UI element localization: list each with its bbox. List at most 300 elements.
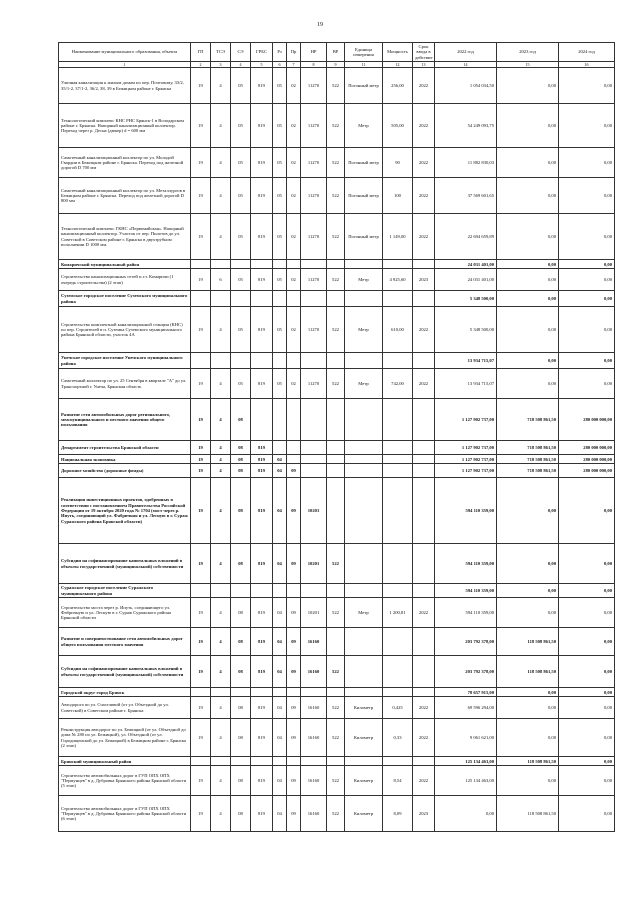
unit-cell: Километр [345,697,383,719]
term-cell [413,399,435,441]
y2024-cell: 0,00 [559,757,615,766]
rz-cell [273,688,287,697]
table-row [59,598,615,628]
grbs-cell: 819 [251,697,273,719]
object-name-cell: Самотечный канализационный коллектор по ул. Молодой Гвардии в Бежицком районе г. Брянска. Переход под железной дорогой D 700 мм [59,148,191,178]
grbs-cell: 819 [251,269,273,291]
se-cell [231,260,251,269]
grbs-cell [251,291,273,307]
y2022-cell: 78 657 915,00 [435,688,497,697]
pr-cell [287,441,301,455]
y2024-cell: 280 000 000,00 [559,455,615,464]
unit-cell [345,353,383,369]
rz-cell: 04 [273,455,287,464]
table-body [59,68,615,832]
vr-cell: 522 [327,369,345,399]
nr-cell: 16160 [301,719,327,757]
column-number: 12 [383,62,413,68]
y2022-cell: 203 792 378,00 [435,656,497,688]
gp-cell: 19 [191,441,211,455]
se-cell [231,757,251,766]
term-cell [413,353,435,369]
power-cell: 1 149,00 [383,214,413,260]
y2024-cell: 0,00 [559,291,615,307]
pr-cell [287,757,301,766]
column-header: СЭ [231,43,251,62]
se-cell: 08 [231,544,251,584]
y2024-cell: 0,00 [559,544,615,584]
y2022-cell: 54 249 093,75 [435,104,497,148]
y2022-cell: 22 694 659,89 [435,214,497,260]
pr-cell: 09 [287,628,301,656]
pr-cell: 09 [287,478,301,544]
pr-cell [287,353,301,369]
rz-cell [273,441,287,455]
gp-cell: 19 [191,796,211,832]
nr-cell [301,291,327,307]
se-cell: 08 [231,766,251,796]
y2024-cell: 0,00 [559,584,615,598]
y2023-cell: 0,00 [497,260,559,269]
grbs-cell: 819 [251,455,273,464]
table-row [59,104,615,148]
table-row [59,353,615,369]
vr-cell: 522 [327,307,345,353]
unit-cell [345,441,383,455]
y2024-cell: 0,00 [559,148,615,178]
y2023-cell: 718 508 861,50 [497,399,559,441]
unit-cell: Погонный метр [345,178,383,214]
y2024-cell: 0,00 [559,628,615,656]
term-cell: 2022 [413,697,435,719]
column-header: ГРБС [251,43,273,62]
tse-cell: 4 [211,478,231,544]
vr-cell: 522 [327,148,345,178]
y2023-cell: 718 508 861,50 [497,441,559,455]
term-cell: 2022 [413,598,435,628]
power-cell: 90 [383,148,413,178]
header-row [59,43,615,62]
column-number: 14 [435,62,497,68]
gp-cell [191,291,211,307]
rz-cell [273,584,287,598]
rz-cell: 04 [273,697,287,719]
power-cell [383,544,413,584]
tse-cell [211,584,231,598]
nr-cell: 10201 [301,598,327,628]
tse-cell: 6 [211,269,231,291]
gp-cell: 19 [191,369,211,399]
object-name-cell: Национальная экономика [59,455,191,464]
rz-cell [273,291,287,307]
pr-cell: 09 [287,719,301,757]
tse-cell: 4 [211,178,231,214]
term-cell [413,584,435,598]
rz-cell: 05 [273,214,287,260]
power-cell: 100 [383,178,413,214]
se-cell: 05 [231,148,251,178]
y2022-cell: 1 054 034,50 [435,68,497,104]
unit-cell: Метр [345,598,383,628]
nr-cell [301,399,327,441]
pr-cell: 02 [287,214,301,260]
pr-cell: 09 [287,656,301,688]
nr-cell: 11270 [301,369,327,399]
gp-cell [191,757,211,766]
term-cell [413,628,435,656]
power-cell: 0,33 [383,719,413,757]
se-cell: 08 [231,796,251,832]
table-row [59,441,615,455]
se-cell: 05 [231,178,251,214]
gp-cell: 19 [191,148,211,178]
table-row [59,399,615,441]
se-cell [231,584,251,598]
unit-cell [345,628,383,656]
tse-cell [211,291,231,307]
unit-cell [345,478,383,544]
nr-cell: 16160 [301,766,327,796]
vr-cell: 522 [327,178,345,214]
rz-cell: 04 [273,656,287,688]
column-header: ГП [191,43,211,62]
nr-cell [301,757,327,766]
y2024-cell: 0,00 [559,697,615,719]
y2022-cell: 37 569 601,65 [435,178,497,214]
se-cell: 05 [231,307,251,353]
vr-cell [327,478,345,544]
grbs-cell: 819 [251,656,273,688]
grbs-cell: 819 [251,68,273,104]
nr-cell: 16160 [301,656,327,688]
pr-cell [287,688,301,697]
tse-cell: 4 [211,628,231,656]
unit-cell [345,544,383,584]
y2024-cell: 280 000 000,00 [559,399,615,441]
gp-cell: 19 [191,719,211,757]
power-cell [383,478,413,544]
tse-cell: 4 [211,544,231,584]
tse-cell [211,260,231,269]
y2023-cell: 0,00 [497,766,559,796]
pr-cell: 09 [287,796,301,832]
gp-cell [191,584,211,598]
rz-cell: 04 [273,719,287,757]
y2024-cell: 280 000 000,00 [559,464,615,478]
term-cell: 2022 [413,68,435,104]
term-cell [413,656,435,688]
rz-cell: 05 [273,369,287,399]
vr-cell [327,688,345,697]
y2022-cell: 1 127 902 737,00 [435,399,497,441]
object-name-cell: Городской округ город Брянск [59,688,191,697]
term-cell: 2022 [413,178,435,214]
y2023-cell: 118 508 861,50 [497,796,559,832]
term-cell: 2022 [413,214,435,260]
grbs-cell: 819 [251,719,273,757]
grbs-cell: 819 [251,178,273,214]
unit-cell [345,656,383,688]
gp-cell: 19 [191,697,211,719]
gp-cell [191,688,211,697]
nr-cell [301,441,327,455]
nr-cell: 11270 [301,214,327,260]
y2023-cell: 718 508 861,50 [497,455,559,464]
column-number: 13 [413,62,435,68]
column-number: 6 [273,62,287,68]
grbs-cell: 819 [251,441,273,455]
y2023-cell: 0,00 [497,178,559,214]
se-cell: 08 [231,656,251,688]
se-cell [231,291,251,307]
rz-cell: 05 [273,148,287,178]
y2024-cell: 0,00 [559,269,615,291]
y2022-cell: 203 792 378,00 [435,628,497,656]
term-cell [413,544,435,584]
y2023-cell: 0,00 [497,353,559,369]
unit-cell [345,291,383,307]
y2024-cell: 0,00 [559,796,615,832]
pr-cell: 09 [287,766,301,796]
y2022-cell: 5 348 500,00 [435,307,497,353]
gp-cell [191,353,211,369]
y2024-cell: 0,00 [559,214,615,260]
term-cell [413,464,435,478]
y2023-cell: 0,00 [497,269,559,291]
vr-cell: 522 [327,598,345,628]
column-number: 7 [287,62,301,68]
y2023-cell: 0,00 [497,584,559,598]
y2022-cell: 594 110 359,00 [435,478,497,544]
power-cell [383,260,413,269]
y2022-cell: 1 127 902 737,00 [435,441,497,455]
power-cell: 0,425 [383,697,413,719]
unit-cell [345,260,383,269]
vr-cell: 522 [327,719,345,757]
object-name-cell: Субсидии на софинансирование капитальных вложений в объекты государственной (муниципальной) собственности [59,544,191,584]
power-cell [383,291,413,307]
table-row [59,307,615,353]
se-cell: 08 [231,697,251,719]
nr-cell [301,353,327,369]
y2023-cell: 0,00 [497,598,559,628]
se-cell: 05 [231,68,251,104]
nr-cell: 16160 [301,697,327,719]
y2023-cell: 0,00 [497,291,559,307]
vr-cell: 522 [327,656,345,688]
y2023-cell: 0,00 [497,214,559,260]
grbs-cell: 819 [251,104,273,148]
vr-cell: 522 [327,697,345,719]
table-row [59,584,615,598]
vr-cell [327,455,345,464]
gp-cell: 19 [191,464,211,478]
term-cell [413,478,435,544]
y2023-cell: 0,00 [497,697,559,719]
table-row [59,455,615,464]
rz-cell [273,353,287,369]
grbs-cell: 819 [251,464,273,478]
grbs-cell: 819 [251,148,273,178]
pr-cell: 02 [287,369,301,399]
y2024-cell: 0,00 [559,307,615,353]
se-cell: 08 [231,399,251,441]
pr-cell: 02 [287,104,301,148]
y2024-cell: 0,00 [559,688,615,697]
se-cell: 05 [231,369,251,399]
term-cell [413,291,435,307]
nr-cell: 11270 [301,269,327,291]
term-cell: 2023 [413,796,435,832]
y2023-cell: 118 508 861,50 [497,757,559,766]
vr-cell [327,584,345,598]
object-name-cell: Самотечный канализационный коллектор по ул. Металлургов в Бежицком районе г. Брянска. Переход под железной дорогой D 800 мм [59,178,191,214]
y2023-cell: 0,00 [497,68,559,104]
unit-cell [345,584,383,598]
y2022-cell: 594 110 359,00 [435,584,497,598]
se-cell: 08 [231,598,251,628]
unit-cell: Метр [345,104,383,148]
column-header: Единица измерения [345,43,383,62]
y2023-cell: 0,00 [497,478,559,544]
object-name-cell: Департамент строительства Брянской области [59,441,191,455]
table-row [59,544,615,584]
pr-cell [287,260,301,269]
vr-cell [327,260,345,269]
y2024-cell: 0,00 [559,104,615,148]
grbs-cell: 819 [251,478,273,544]
unit-cell: Метр [345,269,383,291]
unit-cell: Метр [345,307,383,353]
table-row [59,464,615,478]
table-row [59,766,615,796]
column-number: 16 [559,62,615,68]
tse-cell: 4 [211,441,231,455]
tse-cell [211,353,231,369]
object-name-cell: Субсидии на софинансирование капитальных вложений в объекты государственной (муниципальной) собственности [59,656,191,688]
rz-cell: 04 [273,598,287,628]
nr-cell: 16160 [301,628,327,656]
y2024-cell: 0,00 [559,719,615,757]
term-cell [413,757,435,766]
y2022-cell: 125 134 463,00 [435,757,497,766]
table-row [59,369,615,399]
y2022-cell: 13 934 715,07 [435,369,497,399]
se-cell: 08 [231,455,251,464]
object-name-cell: Технологический комплекс ГКНС «Первомайская». Напорный канализационный коллектор. Участок от пер. Пилотов до ул. Советской в Советском районе г. Брянска в двухтрубном исполнении D 1000 мм. [59,214,191,260]
column-header: Наименование муниципального образования, объекта [59,43,191,62]
se-cell: 08 [231,478,251,544]
rz-cell: 05 [273,269,287,291]
power-cell [383,628,413,656]
power-cell [383,399,413,441]
gp-cell: 19 [191,178,211,214]
table-row [59,269,615,291]
nr-cell: 11270 [301,178,327,214]
grbs-cell: 819 [251,766,273,796]
tse-cell: 4 [211,697,231,719]
vr-cell [327,291,345,307]
gp-cell: 19 [191,544,211,584]
object-name-cell: Развитие сети автомобильных дорог регионального, межмуниципального и местного значения общего пользования [59,399,191,441]
nr-cell: 11270 [301,68,327,104]
y2024-cell: 0,00 [559,260,615,269]
term-cell [413,688,435,697]
se-cell: 08 [231,464,251,478]
grbs-cell: 819 [251,544,273,584]
y2022-cell: 5 348 500,00 [435,291,497,307]
nr-cell: 11270 [301,104,327,148]
object-name-cell: Суражское городское поселение Суражского муниципального района [59,584,191,598]
nr-cell: 11270 [301,148,327,178]
nr-cell [301,455,327,464]
term-cell: 2022 [413,719,435,757]
term-cell: 2022 [413,148,435,178]
table-row [59,757,615,766]
rz-cell: 05 [273,307,287,353]
y2024-cell: 280 000 000,00 [559,441,615,455]
power-cell: 610,00 [383,307,413,353]
y2023-cell: 0,00 [497,148,559,178]
grbs-cell: 819 [251,307,273,353]
object-name-cell: Строительство автомобильных дорог в ГУП ОПХ ОПХ "Пермунцев" в д. Дубровка Брянского района Брянской области (5 этап) [59,766,191,796]
nr-cell [301,260,327,269]
power-cell [383,455,413,464]
object-name-cell: Суземское городское поселение Суземского муниципального района [59,291,191,307]
vr-cell [327,464,345,478]
rz-cell [273,399,287,441]
grbs-cell [251,688,273,697]
nr-cell: 10201 [301,544,327,584]
budget-table [58,42,615,832]
y2022-cell: 24 031 401,00 [435,260,497,269]
object-name-cell: Дорожное хозяйство (дорожные фонды) [59,464,191,478]
y2024-cell: 0,00 [559,766,615,796]
table-row [59,656,615,688]
nr-cell: 16160 [301,796,327,832]
power-cell: 4 925,60 [383,269,413,291]
rz-cell: 05 [273,68,287,104]
gp-cell: 19 [191,766,211,796]
grbs-cell [251,584,273,598]
gp-cell: 19 [191,214,211,260]
power-cell [383,688,413,697]
table-row [59,148,615,178]
column-header: НР [301,43,327,62]
unit-cell [345,688,383,697]
term-cell: 2022 [413,104,435,148]
vr-cell: 522 [327,214,345,260]
object-name-cell: Брянский муниципальный район [59,757,191,766]
gp-cell: 19 [191,656,211,688]
vr-cell: 522 [327,544,345,584]
term-cell: 2023 [413,269,435,291]
tse-cell: 4 [211,104,231,148]
column-number: 3 [211,62,231,68]
table-row [59,291,615,307]
y2024-cell: 0,00 [559,656,615,688]
gp-cell: 19 [191,478,211,544]
table-row [59,214,615,260]
column-number: 2 [191,62,211,68]
tse-cell: 4 [211,719,231,757]
rz-cell: 04 [273,478,287,544]
tse-cell: 4 [211,369,231,399]
object-name-cell: Комаричский муниципальный район [59,260,191,269]
object-name-cell: Строительство комплектной канализационной станции (КНС) по пер. Строителей в п. Суземка Суземского муниципального района Брянской области, участок 4А [59,307,191,353]
term-cell: 2022 [413,766,435,796]
term-cell: 2022 [413,307,435,353]
